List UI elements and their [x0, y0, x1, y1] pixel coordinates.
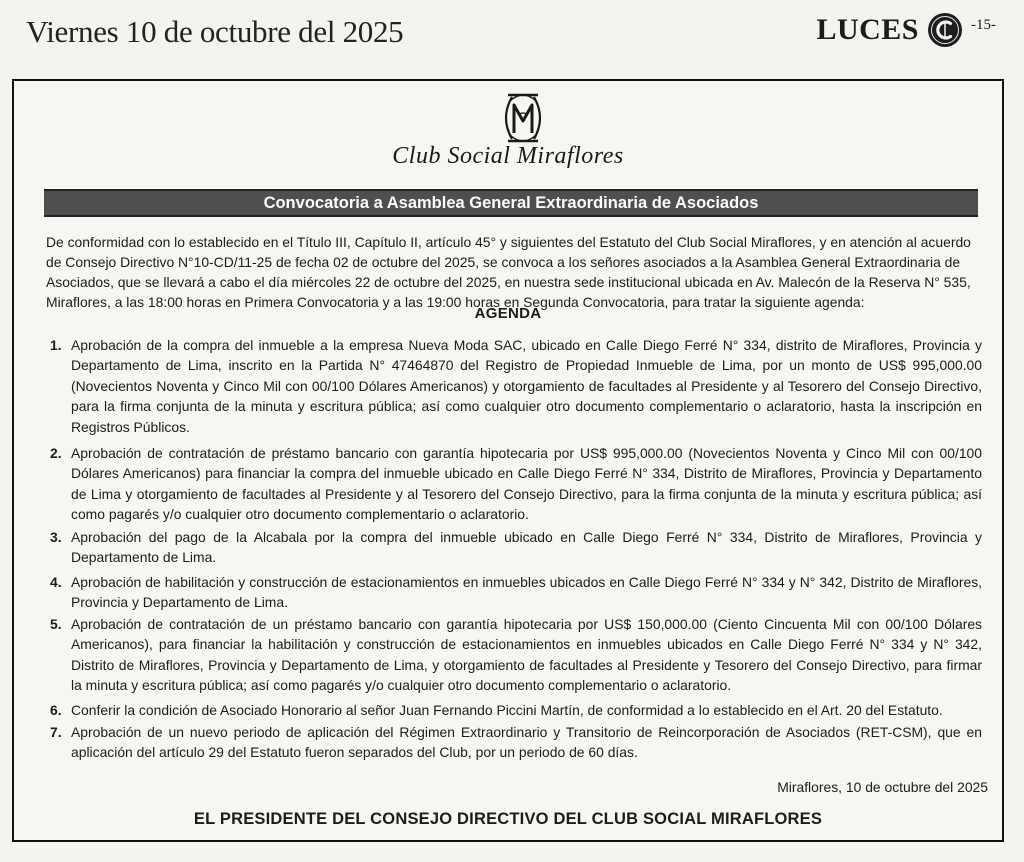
place-and-date: Miraflores, 10 de octubre del 2025 — [777, 779, 988, 795]
agenda-item-number: 3. — [50, 529, 62, 545]
agenda-item-text: Aprobación de la compra del inmueble a la empresa Nueva Moda SAC, ubicado en Calle Diego Ferré N° 334, distrito de Miraflores, Provincia y Departamento de Lima, inscrito en la Partida N° 47464870 del Registro de Propiedad Inmueble de Lima, por un monto de US$ 995,000.00 (Novecientos Noventa y Cinco Mil con 00/100 Dólares Americanos) y otorgamiento de facultades al Presidente y al Tesorero del Consejo Directivo, para la firma conjunta de la minuta y escritura pública; así como cualquier otro documento complementario o aclaratorio, hasta la inscripción en Registros Públicos. — [71, 337, 982, 435]
agenda-item-text: Aprobación de un nuevo periodo de aplicación del Régimen Extraordinario y Transitorio de Reincorporación de Asociados (RET-CSM), que en aplicación del artículo 29 del Estatuto fueron separados del Club, por un periodo de 60 días. — [71, 724, 982, 761]
notice-intro-paragraph: De conformidad con lo establecido en el Título III, Capítulo II, artículo 45° y siguientes del Estatuto del Club Social Miraflores, y en atención al acuerdo de Consejo Directivo N°10-CD/11-25 de fecha 02 de octubre del 2025, se convoca a los señores asociados a la Asamblea General Extraordinaria de Asociados, que se llevará a cabo el día miércoles 22 de octubre del 2025, en nuestra sede institucional ubicada en Av. Malecón de la Reserva N° 535, Miraflores, a las 18:00 horas en Primera Convocatoria y a las 19:00 horas en Segunda Convocatoria, para tratar la siguiente agenda: — [46, 234, 971, 310]
notice-title: Convocatoria a Asamblea General Extraordinaria de Asociados — [263, 193, 759, 212]
newspaper-name: LUCES — [816, 13, 919, 46]
agenda-item-number: 5. — [50, 616, 62, 632]
signature-line: EL PRESIDENTE DEL CONSEJO DIRECTIVO DEL CLUB SOCIAL MIRAFLORES — [193, 810, 823, 828]
agenda-heading: AGENDA — [474, 305, 542, 322]
agenda-item — [50, 527, 982, 572]
club-name: Club Social Miraflores — [392, 143, 624, 169]
newspaper-date: Viernes 10 de octubre del 2025 — [26, 14, 404, 49]
agenda-item-text: Aprobación de contratación de un préstamo bancario con garantía hipotecaria por US$ 150,000.00 (Ciento Cincuenta Mil con 00/100 Dólares Americanos), para financiar la habilitación y construcción de estacionamientos en inmuebles ubicados en Calle Diego Ferré N° 334 y N° 342, Distrito de Miraflores, Provincia y Departamento de Lima, y otorgamiento de facultades al Presidente y Tesorero del Consejo Directivo, para firmar la minuta y escritura pública; así como pagarés y/o cualquier otro documento complementario o aclaratorio. — [71, 616, 982, 694]
notice-frame — [12, 79, 1004, 842]
agenda-item-text: Conferir la condición de Asociado Honorario al señor Juan Fernando Piccini Martín, de conformidad a lo establecido en el Art. 20 del Estatuto. — [71, 702, 943, 718]
agenda-item — [50, 572, 982, 614]
agenda-item-text: Aprobación de contratación de préstamo bancario con garantía hipotecaria por US$ 995,000.00 (Novecientos Noventa y Cinco Mil con 00/100 Dólares Americanos) para financiar la compra del inmueble ubicado en Calle Diego Ferré N° 334, Distrito de Miraflores, Provincia y Departamento de Lima y otorgamiento de facultades al Presidente y al Tesorero del Consejo Directivo, para la firma conjunta de la minuta y escritura pública; así como pagarés y/o cualquier otro documento complementario o aclaratorio. — [71, 445, 982, 523]
agenda-item-text: Aprobación del pago de la Alcabala por la compra del inmueble ubicado en Calle Diego Ferré N° 334, Distrito de Miraflores, Provincia y Departamento de Lima. — [71, 529, 982, 566]
notice-title-banner — [44, 189, 978, 217]
agenda-item — [50, 614, 982, 700]
agenda-item-number: 6. — [50, 702, 62, 718]
agenda-item — [50, 443, 982, 527]
agenda-item-number: 2. — [50, 445, 62, 461]
agenda-item-number: 7. — [50, 724, 62, 740]
agenda-item-text: Aprobación de habilitación y construcción de estacionamientos en inmuebles ubicados en Calle Diego Ferré N° 334 y N° 342, Distrito de Miraflores, Provincia y Departamento de Lima. — [71, 574, 982, 611]
newspaper-masthead — [816, 12, 996, 48]
club-monogram-icon — [492, 91, 554, 145]
agenda-item — [50, 722, 982, 764]
agenda-item — [50, 700, 982, 722]
agenda-list — [50, 335, 982, 764]
agenda-item — [50, 335, 982, 443]
agenda-item-number: 1. — [50, 337, 62, 353]
newspaper-seal-icon — [927, 12, 963, 48]
page-number: -15- — [971, 16, 996, 33]
agenda-item-number: 4. — [50, 574, 62, 590]
